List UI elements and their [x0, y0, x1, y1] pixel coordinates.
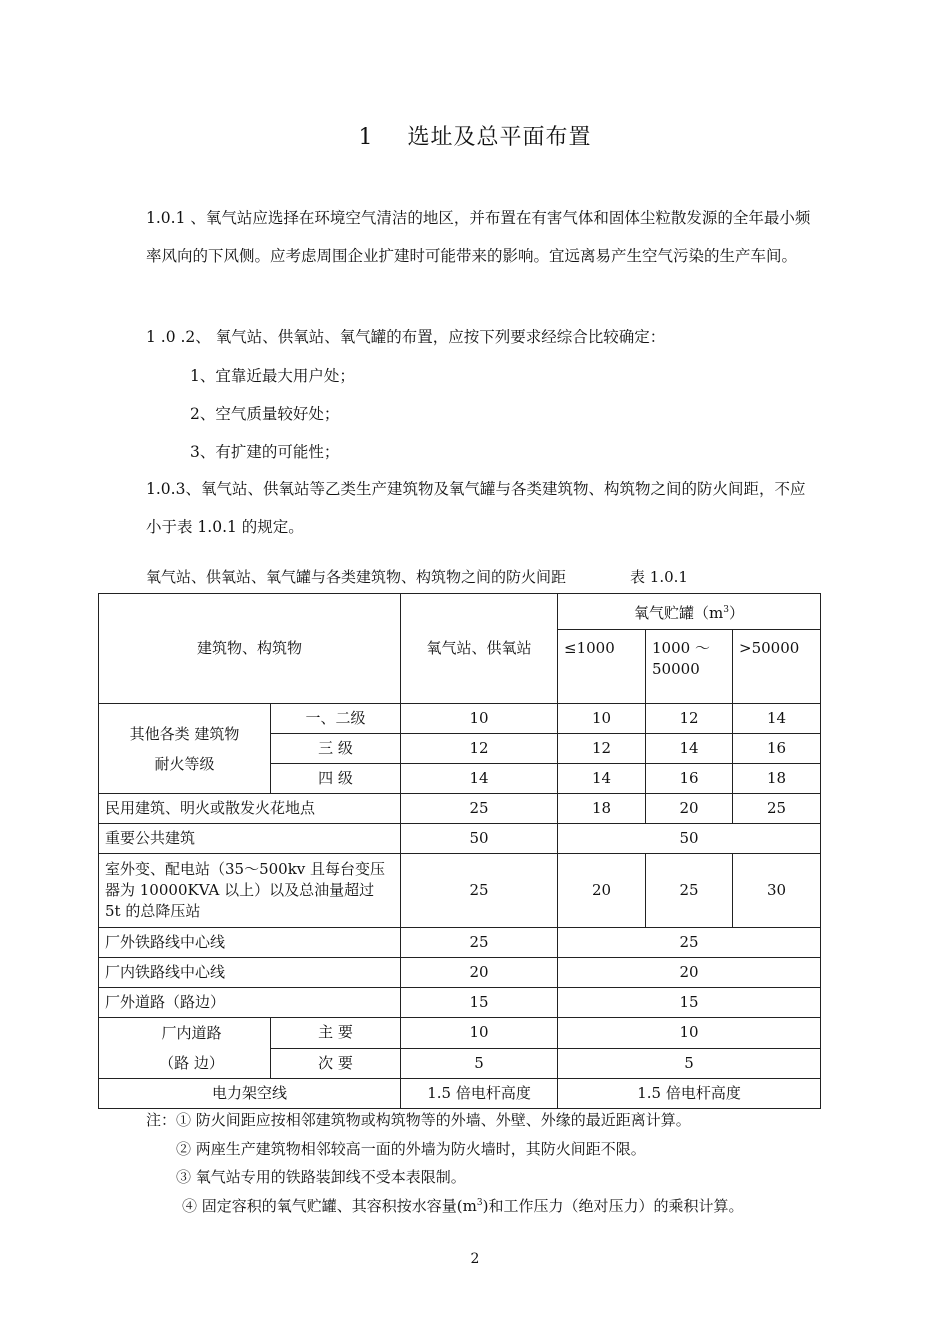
table-row [99, 704, 821, 734]
tank-c2-value: 25 [646, 854, 733, 928]
tank-c3-value: 30 [733, 854, 821, 928]
tank-value: 25 [558, 928, 821, 958]
header-tank [558, 594, 821, 630]
note-4-text-a: ④ 固定容积的氧气贮罐、其容积按水容量(m [182, 1197, 477, 1215]
fire-grade: 三 级 [271, 734, 401, 764]
station-value: 15 [401, 988, 558, 1018]
station-value: 20 [401, 958, 558, 988]
row-label: 厂外铁路线中心线 [99, 928, 401, 958]
tank-c1-value: 10 [558, 704, 646, 734]
fire-distance-table [98, 593, 821, 1109]
tank-c3-value: 18 [733, 764, 821, 794]
paragraph-1-0-1: 1.0.1 、氧气站应选择在环境空气清洁的地区，并布置在有害气体和固体尘粒散发源的全年最小频率风向的下风侧。应考虑周围企业扩建时可能带来的影响。宜远离易产生空气污染的生产车间。 [146, 209, 811, 265]
section-title [0, 120, 950, 151]
table-row [99, 824, 821, 854]
station-value: 12 [401, 734, 558, 764]
row-label: 电力架空线 [99, 1079, 401, 1109]
station-value: 25 [401, 928, 558, 958]
station-value: 25 [401, 854, 558, 928]
table-caption [146, 566, 688, 587]
station-value: 25 [401, 794, 558, 824]
tank-c1-value: 12 [558, 734, 646, 764]
station-value: 1.5 倍电杆高度 [401, 1079, 558, 1109]
header-tank-close: ） [729, 603, 745, 622]
road-type: 主 要 [271, 1018, 401, 1049]
section-number: 1 [358, 125, 374, 150]
header-tank-unit: 3 [723, 604, 729, 615]
header-station: 氧气站、供氧站 [401, 594, 558, 704]
station-value: 5 [401, 1048, 558, 1079]
row-label: 民用建筑、明火或散发火花地点 [99, 794, 401, 824]
list-item-2: 2、空气质量较好处； [190, 405, 340, 423]
table-row [99, 854, 821, 928]
tank-value: 10 [558, 1018, 821, 1049]
note-1: 注：① 防火间距应按相邻建筑物或构筑物等的外墙、外壁、外缘的最近距离计算。 [146, 1111, 691, 1129]
fire-grade-label-2: 耐火等级 [154, 754, 215, 773]
list-item-3: 3、有扩建的可能性； [190, 443, 340, 461]
paragraph-1-0-2: 1 .0 .2、 氧气站、供氧站、氧气罐的布置，应按下列要求经综合比较确定： [146, 328, 666, 346]
station-value: 50 [401, 824, 558, 854]
table-caption-id: 表 1.0.1 [630, 568, 688, 586]
fire-grade-group-label [99, 704, 271, 794]
tank-c1-value: 14 [558, 764, 646, 794]
fire-grade-label-1: 其他各类 建筑物 [129, 724, 240, 743]
header-cap-2b: 50000 [652, 660, 700, 678]
tank-c2-value: 12 [646, 704, 733, 734]
header-cap-3: >50000 [733, 630, 821, 704]
note-4-unit: 3 [476, 1198, 483, 1208]
header-tank-text: 氧气贮罐（m [634, 603, 724, 622]
table-caption-text: 氧气站、供氧站、氧气罐与各类建筑物、构筑物之间的防火间距 [146, 568, 567, 586]
tank-value: 50 [558, 824, 821, 854]
station-value: 10 [401, 1018, 558, 1049]
tank-c2-value: 16 [646, 764, 733, 794]
road-in-label-2: （路 边） [159, 1054, 224, 1072]
note-2: ② 两座生产建筑物相邻较高一面的外墙为防火墙时，其防火间距不限。 [176, 1140, 646, 1158]
list-item-1: 1、宜靠近最大用户处； [190, 367, 355, 385]
road-in-label [99, 1018, 271, 1079]
table-row [99, 594, 821, 630]
tank-c3-value: 25 [733, 794, 821, 824]
tank-c1-value: 20 [558, 854, 646, 928]
page-number: 2 [470, 1251, 480, 1267]
row-label: 重要公共建筑 [99, 824, 401, 854]
station-value: 14 [401, 764, 558, 794]
tank-c2-value: 14 [646, 734, 733, 764]
header-building: 建筑物、构筑物 [99, 594, 401, 704]
tank-c3-value: 14 [733, 704, 821, 734]
tank-value: 20 [558, 958, 821, 988]
tank-value: 1.5 倍电杆高度 [558, 1079, 821, 1109]
tank-value: 15 [558, 988, 821, 1018]
section-title-text: 选址及总平面布置 [407, 125, 592, 150]
header-cap-2a: 1000 ～ [652, 639, 710, 657]
table-row [99, 1018, 821, 1049]
row-label: 室外变、配电站（35～500kv 且每台变压器为 10000KVA 以上）以及总油量超过 5t 的总降压站 [99, 854, 401, 928]
header-cap-2 [646, 630, 733, 704]
row-label: 厂外道路（路边） [99, 988, 401, 1018]
note-4 [182, 1195, 743, 1216]
tank-c3-value: 16 [733, 734, 821, 764]
tank-value: 5 [558, 1048, 821, 1079]
table-row [99, 928, 821, 958]
table-row [99, 794, 821, 824]
note-4-text-b: )和工作压力（绝对压力）的乘积计算。 [482, 1197, 744, 1215]
table-row [99, 958, 821, 988]
fire-grade: 一、二级 [271, 704, 401, 734]
road-in-label-1: 厂内道路 [161, 1024, 222, 1042]
header-cap-1: ≤1000 [558, 630, 646, 704]
note-3: ③ 氧气站专用的铁路装卸线不受本表限制。 [176, 1168, 466, 1186]
station-value: 10 [401, 704, 558, 734]
tank-c1-value: 18 [558, 794, 646, 824]
fire-grade: 四 级 [271, 764, 401, 794]
table-row [99, 1079, 821, 1109]
road-type: 次 要 [271, 1048, 401, 1079]
tank-c2-value: 20 [646, 794, 733, 824]
paragraph-1-0-3: 1.0.3、氧气站、供氧站等乙类生产建筑物及氧气罐与各类建筑物、构筑物之间的防火间距，不应小于表 1.0.1 的规定。 [146, 480, 806, 536]
table-row [99, 988, 821, 1018]
row-label: 厂内铁路线中心线 [99, 958, 401, 988]
